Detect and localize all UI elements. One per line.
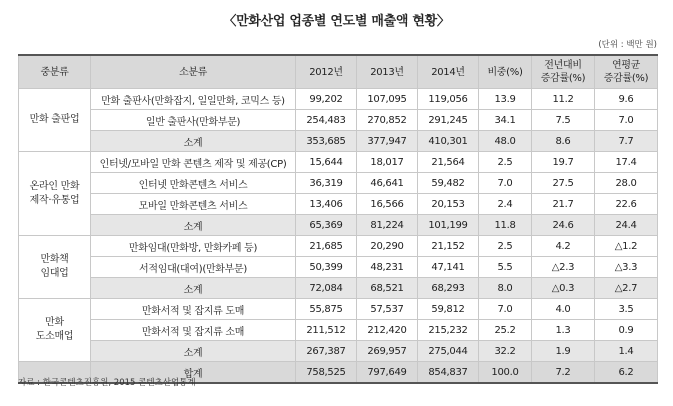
value-cell-y2012: 50,399 [296, 257, 357, 278]
table-row [19, 299, 658, 320]
value-cell-yoy: △0.3 [532, 278, 595, 299]
value-cell-cagr: 28.0 [595, 173, 658, 194]
value-cell-y2013: 68,521 [357, 278, 418, 299]
value-cell-y2012: 99,202 [296, 89, 357, 110]
major-category-cell: 만화 도소매업 [19, 299, 91, 362]
minor-category-cell: 인터넷 만화콘텐츠 서비스 [91, 173, 296, 194]
value-cell-share: 2.4 [479, 194, 532, 215]
sales-table [18, 54, 658, 384]
value-cell-yoy: 4.0 [532, 299, 595, 320]
header-row [19, 55, 658, 89]
value-cell-cagr: 22.6 [595, 194, 658, 215]
total-value-cagr: 6.2 [595, 362, 658, 384]
value-cell-yoy: 21.7 [532, 194, 595, 215]
value-cell-share: 48.0 [479, 131, 532, 152]
value-cell-cagr: 17.4 [595, 152, 658, 173]
value-cell-cagr: 3.5 [595, 299, 658, 320]
page-title: 〈만화산업 업종별 연도별 매출액 현황〉 [223, 14, 450, 29]
minor-category-cell: 소계 [91, 278, 296, 299]
value-cell-cagr: 7.0 [595, 110, 658, 131]
value-cell-cagr: 24.4 [595, 215, 658, 236]
minor-category-cell: 모바일 만화콘텐츠 서비스 [91, 194, 296, 215]
source-note: 자료 : 한국콘텐츠진흥원, 2015 콘텐츠산업통계 [18, 378, 196, 388]
value-cell-y2012: 211,512 [296, 320, 357, 341]
value-cell-yoy: 7.5 [532, 110, 595, 131]
minor-category-cell: 만화서적 및 잡지류 도매 [91, 299, 296, 320]
total-label: 합계 [91, 362, 296, 384]
value-cell-y2014: 59,812 [418, 299, 479, 320]
value-cell-share: 11.8 [479, 215, 532, 236]
subtotal-row [19, 341, 658, 362]
table-row [19, 152, 658, 173]
header-cell: 2014년 [418, 55, 479, 89]
value-cell-y2013: 270,852 [357, 110, 418, 131]
value-cell-y2013: 212,420 [357, 320, 418, 341]
value-cell-y2012: 267,387 [296, 341, 357, 362]
major-category-cell: 온라인 만화 제작·유통업 [19, 152, 91, 236]
minor-category-cell: 만화서적 및 잡지류 소매 [91, 320, 296, 341]
value-cell-y2013: 20,290 [357, 236, 418, 257]
subtotal-row [19, 215, 658, 236]
value-cell-cagr: △1.2 [595, 236, 658, 257]
table-row [19, 110, 658, 131]
value-cell-share: 2.5 [479, 236, 532, 257]
minor-category-cell: 소계 [91, 215, 296, 236]
minor-category-cell: 만화 출판사(만화잡지, 일일만화, 코믹스 등) [91, 89, 296, 110]
value-cell-y2012: 13,406 [296, 194, 357, 215]
value-cell-share: 7.0 [479, 173, 532, 194]
value-cell-cagr: 1.4 [595, 341, 658, 362]
value-cell-y2013: 46,641 [357, 173, 418, 194]
value-cell-yoy: 4.2 [532, 236, 595, 257]
minor-category-cell: 소계 [91, 131, 296, 152]
total-value-yoy: 7.2 [532, 362, 595, 384]
value-cell-y2013: 81,224 [357, 215, 418, 236]
value-cell-y2014: 20,153 [418, 194, 479, 215]
value-cell-y2012: 15,644 [296, 152, 357, 173]
value-cell-y2013: 16,566 [357, 194, 418, 215]
subtotal-row [19, 278, 658, 299]
value-cell-cagr: 9.6 [595, 89, 658, 110]
header-cell: 2012년 [296, 55, 357, 89]
value-cell-yoy: △2.3 [532, 257, 595, 278]
value-cell-yoy: 1.3 [532, 320, 595, 341]
table-row [19, 236, 658, 257]
value-cell-yoy: 11.2 [532, 89, 595, 110]
value-cell-cagr: 0.9 [595, 320, 658, 341]
value-cell-share: 8.0 [479, 278, 532, 299]
major-category-cell: 만화 출판업 [19, 89, 91, 152]
header-cell: 소분류 [91, 55, 296, 89]
value-cell-y2012: 72,084 [296, 278, 357, 299]
value-cell-y2014: 59,482 [418, 173, 479, 194]
value-cell-y2012: 254,483 [296, 110, 357, 131]
value-cell-y2012: 353,685 [296, 131, 357, 152]
value-cell-y2014: 101,199 [418, 215, 479, 236]
value-cell-yoy: 27.5 [532, 173, 595, 194]
table-row [19, 194, 658, 215]
total-value-share: 100.0 [479, 362, 532, 384]
header-cell: 비중(%) [479, 55, 532, 89]
value-cell-y2013: 57,537 [357, 299, 418, 320]
value-cell-y2013: 48,231 [357, 257, 418, 278]
table-row [19, 257, 658, 278]
total-value-y2014: 854,837 [418, 362, 479, 384]
minor-category-cell: 소계 [91, 341, 296, 362]
value-cell-y2014: 410,301 [418, 131, 479, 152]
header-cell: 전년대비 증감률(%) [532, 55, 595, 89]
value-cell-cagr: △3.3 [595, 257, 658, 278]
value-cell-y2014: 275,044 [418, 341, 479, 362]
minor-category-cell: 일반 출판사(만화부문) [91, 110, 296, 131]
value-cell-share: 5.5 [479, 257, 532, 278]
table-row [19, 89, 658, 110]
minor-category-cell: 인터넷/모바일 만화 콘텐츠 제작 및 제공(CP) [91, 152, 296, 173]
header-cell: 2013년 [357, 55, 418, 89]
value-cell-y2014: 21,152 [418, 236, 479, 257]
subtotal-row [19, 131, 658, 152]
value-cell-y2013: 377,947 [357, 131, 418, 152]
value-cell-y2013: 269,957 [357, 341, 418, 362]
header-cell: 중분류 [19, 55, 91, 89]
value-cell-yoy: 8.6 [532, 131, 595, 152]
total-value-y2013: 797,649 [357, 362, 418, 384]
major-category-cell: 만화책 임대업 [19, 236, 91, 299]
value-cell-y2014: 215,232 [418, 320, 479, 341]
value-cell-y2014: 21,564 [418, 152, 479, 173]
value-cell-share: 25.2 [479, 320, 532, 341]
value-cell-y2012: 65,369 [296, 215, 357, 236]
value-cell-share: 7.0 [479, 299, 532, 320]
value-cell-y2014: 119,056 [418, 89, 479, 110]
value-cell-share: 34.1 [479, 110, 532, 131]
unit-note: (단위 : 백만 원) [598, 40, 657, 50]
value-cell-y2014: 47,141 [418, 257, 479, 278]
table-row [19, 320, 658, 341]
minor-category-cell: 서적임대(대여)(만화부문) [91, 257, 296, 278]
value-cell-yoy: 19.7 [532, 152, 595, 173]
header-cell: 연평균 증감률(%) [595, 55, 658, 89]
value-cell-share: 2.5 [479, 152, 532, 173]
value-cell-y2012: 55,875 [296, 299, 357, 320]
total-value-y2012: 758,525 [296, 362, 357, 384]
value-cell-y2012: 21,685 [296, 236, 357, 257]
value-cell-y2013: 18,017 [357, 152, 418, 173]
value-cell-cagr: 7.7 [595, 131, 658, 152]
value-cell-yoy: 1.9 [532, 341, 595, 362]
value-cell-share: 13.9 [479, 89, 532, 110]
minor-category-cell: 만화임대(만화방, 만화카페 등) [91, 236, 296, 257]
value-cell-y2013: 107,095 [357, 89, 418, 110]
value-cell-cagr: △2.7 [595, 278, 658, 299]
value-cell-y2014: 68,293 [418, 278, 479, 299]
value-cell-y2014: 291,245 [418, 110, 479, 131]
value-cell-y2012: 36,319 [296, 173, 357, 194]
table-row [19, 173, 658, 194]
value-cell-share: 32.2 [479, 341, 532, 362]
value-cell-yoy: 24.6 [532, 215, 595, 236]
